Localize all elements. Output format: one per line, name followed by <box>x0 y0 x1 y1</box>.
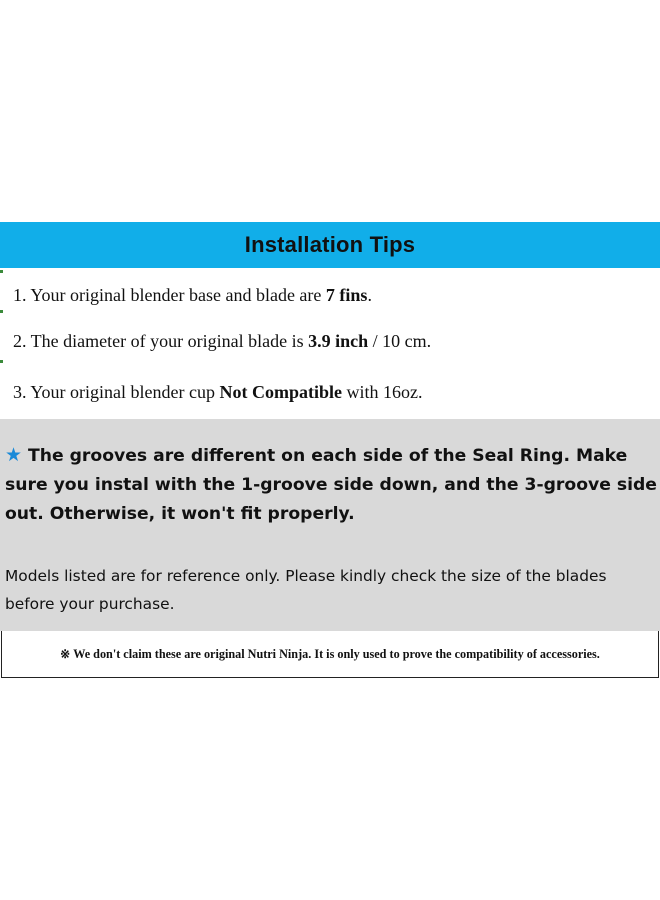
tip-2-suffix: / 10 cm. <box>368 331 432 351</box>
tip-3-prefix: 3. Your original blender cup <box>13 382 220 402</box>
banner-title: Installation Tips <box>244 232 416 257</box>
star-icon: ★ <box>5 444 23 466</box>
installation-tips-banner <box>0 222 660 268</box>
tip-1-bold: 7 fins <box>325 285 368 305</box>
seal-ring-notice <box>5 441 657 529</box>
notes-panel <box>0 419 660 631</box>
edge-mark <box>0 310 3 313</box>
tip-item-1 <box>13 285 372 306</box>
tip-3-suffix: with 16oz. <box>341 382 423 402</box>
tip-2-prefix: 2. The diameter of your original blade is <box>13 331 309 351</box>
tip-2-bold: 3.9 inch <box>308 331 369 351</box>
disclaimer-text: ※ We don't claim these are original Nutri Ninja. It is only used to prove the compatibility of accessories. <box>60 646 600 661</box>
tip-item-3 <box>13 382 422 403</box>
reference-note: Models listed are for reference only. Please kindly check the size of the blades before your purchase. <box>5 567 607 613</box>
tip-1-suffix: . <box>367 285 372 305</box>
edge-mark <box>0 360 3 363</box>
tip-item-2 <box>13 331 431 352</box>
seal-ring-notice-text: The grooves are different on each side of the Seal Ring. Make sure you instal with the 1-groove side down, and the 3-groove side out. Otherwise, it won't fit properly. <box>5 446 657 524</box>
tip-3-bold: Not Compatible <box>219 382 342 402</box>
tips-list <box>0 268 660 418</box>
disclaimer-box <box>1 631 659 678</box>
edge-mark <box>0 270 3 273</box>
tip-1-prefix: 1. Your original blender base and blade are <box>13 285 326 305</box>
